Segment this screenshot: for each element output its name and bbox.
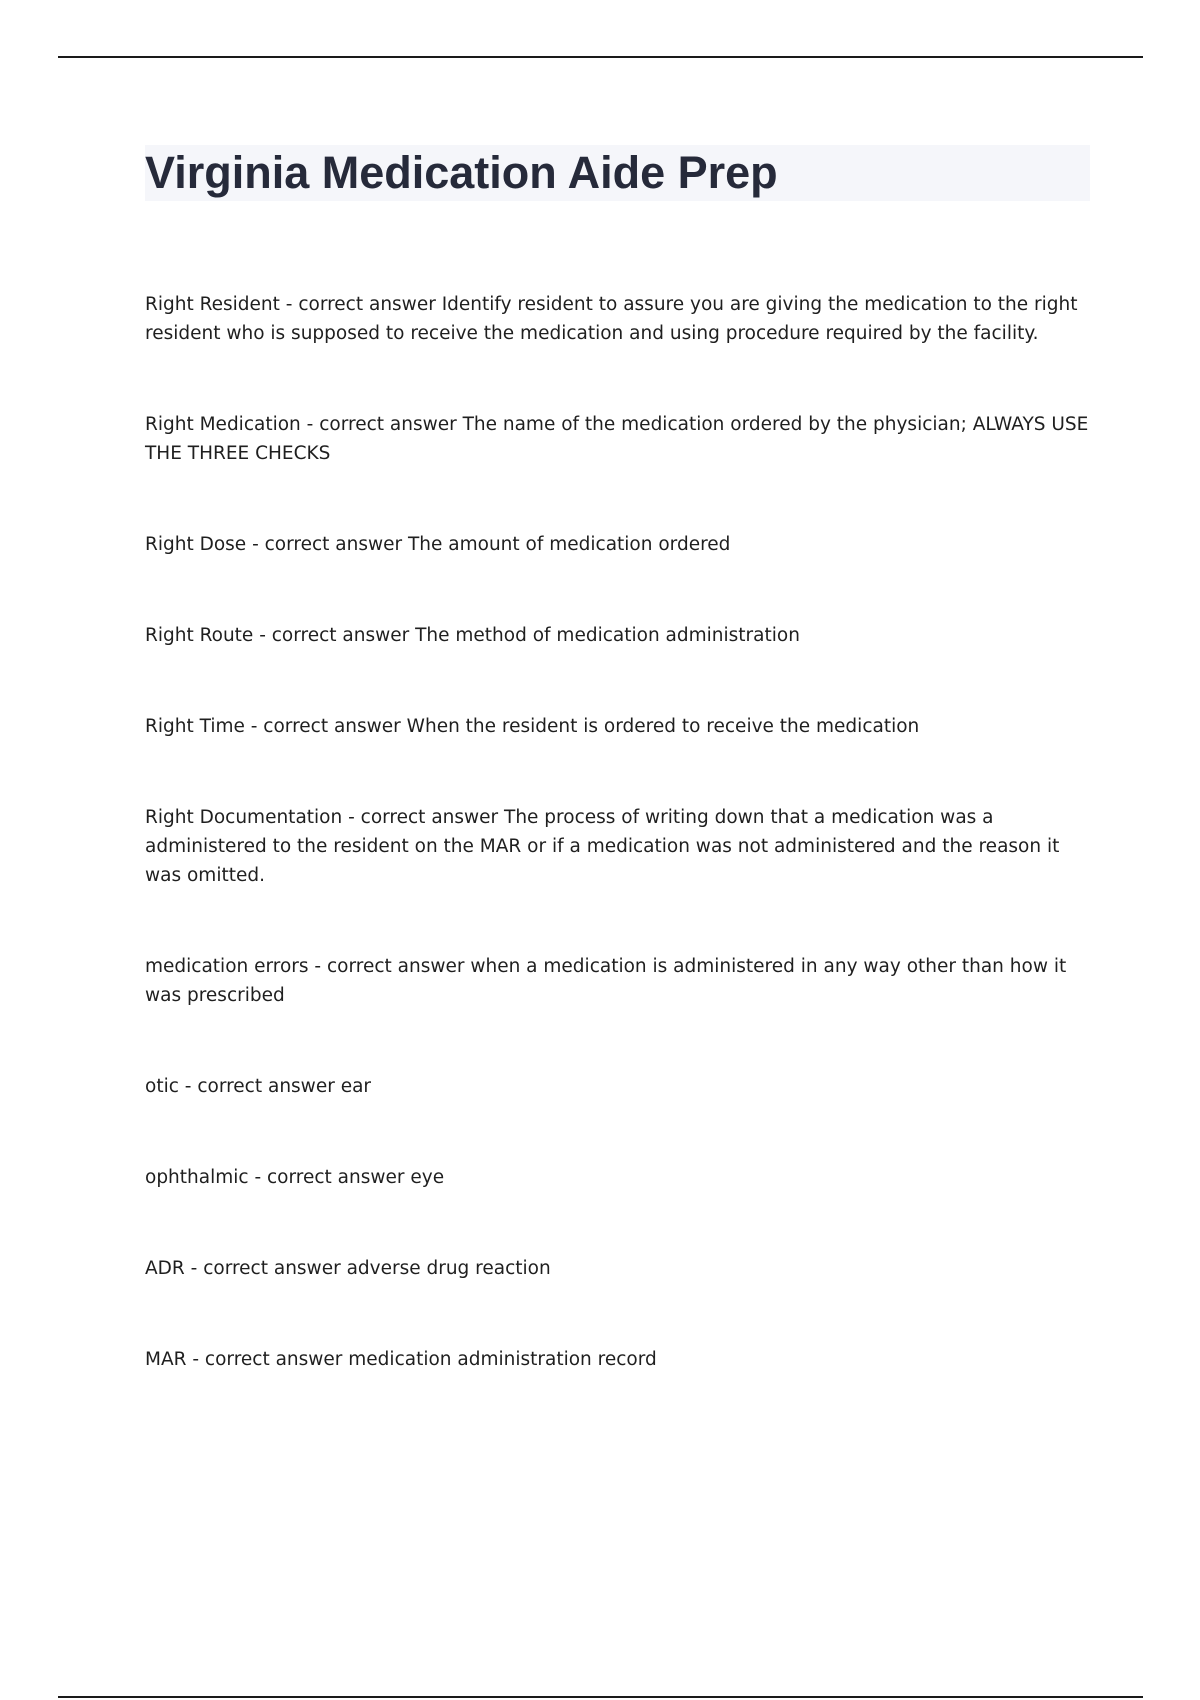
qa-answer: adverse drug reaction (346, 1258, 551, 1279)
qa-separator: - correct answer (248, 1167, 411, 1188)
qa-term: Right Documentation (145, 807, 343, 828)
bottom-rule (58, 1696, 1143, 1698)
document-title: Virginia Medication Aide Prep (145, 147, 778, 198)
qa-separator: - correct answer (246, 534, 408, 555)
qa-item (145, 952, 1090, 1010)
qa-term: ophthalmic (145, 1167, 249, 1188)
top-rule (58, 56, 1143, 58)
qa-item (145, 803, 1090, 890)
qa-term: Right Route (145, 625, 254, 646)
qa-item (145, 410, 1090, 468)
qa-separator: - correct answer (178, 1076, 341, 1097)
qa-item (145, 530, 1090, 559)
qa-answer: Identify resident to assure you are giving the medication to the right resident who is supposed to receive the medication and using procedure required by the facility. (145, 294, 1078, 344)
qa-term: ADR (145, 1258, 185, 1279)
qa-term: Right Resident (145, 294, 280, 315)
qa-item (145, 290, 1090, 348)
qa-list (145, 290, 1090, 1436)
qa-separator: - correct answer (342, 807, 505, 828)
qa-answer: eye (410, 1167, 445, 1188)
qa-separator: - correct answer (308, 956, 471, 977)
qa-answer: When the resident is ordered to receive the medication (406, 716, 920, 737)
qa-term: medication errors (145, 956, 309, 977)
qa-item (145, 712, 1090, 741)
qa-term: otic (145, 1076, 179, 1097)
qa-answer: The process of writing down that a medication was a administered to the resident on the MAR or if a medication was not administered and the reason it was omitted. (145, 807, 1060, 886)
qa-term: MAR (145, 1349, 187, 1370)
qa-item (145, 621, 1090, 650)
qa-separator: - correct answer (253, 625, 416, 646)
qa-answer: The amount of medication ordered (407, 534, 731, 555)
qa-answer: The name of the medication ordered by the physician; ALWAYS USE THE THREE CHECKS (145, 414, 1089, 464)
qa-answer: when a medication is administered in any way other than how it was prescribed (145, 956, 1067, 1006)
qa-separator: - correct answer (184, 1258, 347, 1279)
qa-item (145, 1254, 1090, 1283)
qa-separator: - correct answer (300, 414, 463, 435)
qa-term: Right Time (145, 716, 245, 737)
qa-term: Right Medication (145, 414, 301, 435)
qa-separator: - correct answer (186, 1349, 349, 1370)
qa-separator: - correct answer (279, 294, 442, 315)
qa-item (145, 1345, 1090, 1374)
qa-answer: The method of medication administration (415, 625, 800, 646)
qa-answer: medication administration record (348, 1349, 657, 1370)
qa-item (145, 1072, 1090, 1101)
qa-term: Right Dose (145, 534, 247, 555)
qa-item (145, 1163, 1090, 1192)
qa-answer: ear (340, 1076, 372, 1097)
qa-separator: - correct answer (244, 716, 407, 737)
